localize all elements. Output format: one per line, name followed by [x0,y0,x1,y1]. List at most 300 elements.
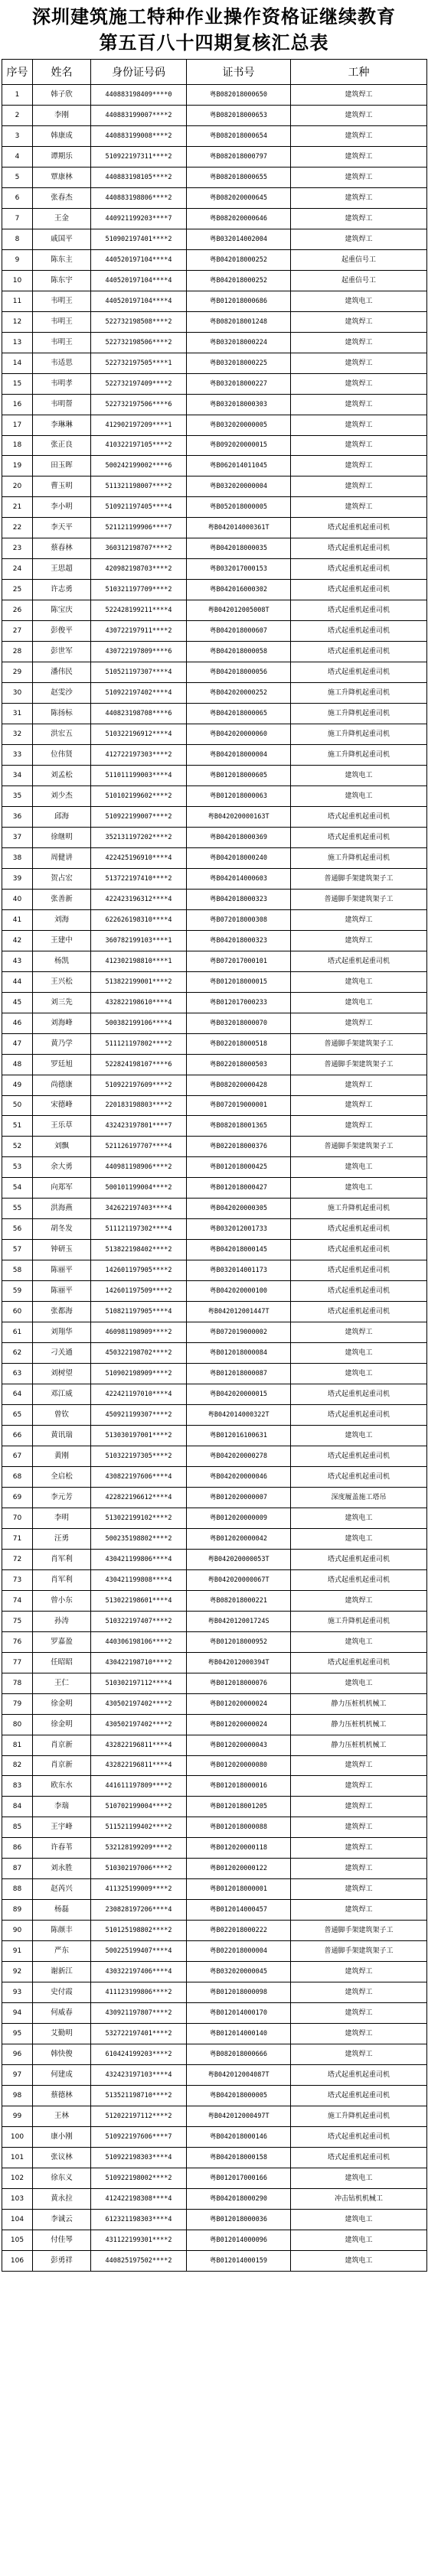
table-row [2,2230,427,2250]
cell-name: 何建成 [33,2065,91,2086]
cell-id-number: 412422198308****4 [91,2188,187,2209]
cell-seq: 72 [2,1549,33,1569]
cell-certificate-number: 粤B012020000118 [187,1838,291,1859]
cell-seq: 17 [2,415,33,435]
cell-certificate-number: 粤B012018000015 [187,971,291,992]
cell-id-number: 360782199103****1 [91,930,187,951]
cell-job-type: 塔式起重机起重司机 [291,600,427,621]
cell-seq: 5 [2,167,33,187]
cell-id-number: 431122199301****2 [91,2230,187,2250]
cell-job-type: 塔式起重机起重司机 [291,662,427,683]
cell-job-type: 建筑电工 [291,1364,427,1384]
cell-job-type: 建筑焊工 [291,1817,427,1838]
cell-id-number: 450322198702****2 [91,1343,187,1364]
cell-name: 王乐草 [33,1116,91,1137]
cell-seq: 63 [2,1364,33,1384]
cell-job-type: 建筑焊工 [291,1859,427,1879]
cell-job-type: 建筑焊工 [291,311,427,332]
cell-name: 徐东义 [33,2168,91,2188]
cell-seq: 15 [2,373,33,394]
cell-seq: 64 [2,1384,33,1405]
cell-name: 陈颜丰 [33,1921,91,1941]
cell-name: 钟研玉 [33,1240,91,1260]
cell-job-type: 建筑焊工 [291,1879,427,1900]
cell-name: 王思超 [33,559,91,580]
table-row [2,2106,427,2126]
cell-id-number: 422421197010****4 [91,1384,187,1405]
cell-name: 许志勇 [33,580,91,600]
cell-job-type: 建筑电工 [291,1426,427,1446]
table-row [2,394,427,415]
header-seq: 序号 [2,60,33,85]
cell-id-number: 460981198909****2 [91,1322,187,1343]
cell-name: 王兴松 [33,971,91,992]
table-row [2,2209,427,2230]
cell-id-number: 510521197307****4 [91,662,187,683]
cell-name: 刘少杰 [33,785,91,806]
cell-seq: 11 [2,291,33,311]
cell-seq: 49 [2,1075,33,1095]
cell-seq: 51 [2,1116,33,1137]
table-row [2,785,427,806]
cell-name: 何威春 [33,2003,91,2024]
cell-seq: 10 [2,270,33,291]
cell-job-type: 建筑焊工 [291,435,427,456]
cell-seq: 33 [2,745,33,766]
cell-certificate-number: 粤B032020000045 [187,1962,291,1982]
cell-id-number: 513822199001****2 [91,971,187,992]
cell-job-type: 建筑焊工 [291,1755,427,1776]
cell-certificate-number: 粤B012018000076 [187,1673,291,1693]
cell-id-number: 432822196811****4 [91,1755,187,1776]
cell-certificate-number: 粤B022018000376 [187,1137,291,1157]
cell-job-type: 建筑电工 [291,1508,427,1528]
cell-certificate-number: 粤B042018000056 [187,662,291,683]
cell-id-number: 342622197403****4 [91,1199,187,1219]
cell-seq: 46 [2,1013,33,1033]
cell-job-type: 建筑焊工 [291,415,427,435]
table-row [2,85,427,106]
cell-certificate-number: 粤B032020000004 [187,476,291,497]
cell-job-type: 塔式起重机起重司机 [291,559,427,580]
cell-name: 王建中 [33,930,91,951]
cell-name: 张善新 [33,889,91,909]
cell-id-number: 522732197505****1 [91,353,187,373]
cell-certificate-number: 粤B032018000070 [187,1013,291,1033]
cell-seq: 99 [2,2106,33,2126]
table-row [2,1921,427,1941]
cell-job-type: 塔式起重机起重司机 [291,1569,427,1590]
cell-seq: 65 [2,1405,33,1426]
cell-certificate-number: 粤B032020000005 [187,415,291,435]
cell-certificate-number: 粤B042012001724S [187,1611,291,1631]
cell-job-type: 静力压桩机机械工 [291,1714,427,1735]
cell-name: 严东 [33,1941,91,1962]
cell-name: 韦明王 [33,332,91,353]
cell-certificate-number: 粤B032018000303 [187,394,291,415]
cell-id-number: 420982198703****2 [91,559,187,580]
cell-job-type: 冲击钻机机械工 [291,2188,427,2209]
table-row [2,1054,427,1075]
cell-seq: 55 [2,1199,33,1219]
cell-certificate-number: 粤B052018000005 [187,497,291,518]
cell-seq: 101 [2,2147,33,2168]
cell-seq: 61 [2,1322,33,1343]
cell-job-type: 建筑焊工 [291,930,427,951]
cell-certificate-number: 粤B082020000428 [187,1075,291,1095]
cell-seq: 31 [2,704,33,724]
table-row [2,868,427,889]
cell-id-number: 610424199203****2 [91,2044,187,2065]
cell-job-type: 建筑电工 [291,1178,427,1199]
table-row [2,889,427,909]
cell-certificate-number: 粤B012017000233 [187,992,291,1013]
cell-seq: 4 [2,146,33,167]
cell-job-type: 塔式起重机起重司机 [291,1405,427,1426]
table-row [2,1281,427,1302]
table-row [2,909,427,930]
cell-name: 陈丽平 [33,1260,91,1281]
cell-job-type: 建筑电工 [291,2209,427,2230]
cell-seq: 32 [2,724,33,745]
cell-id-number: 522732197506****6 [91,394,187,415]
cell-name: 李天平 [33,518,91,538]
cell-certificate-number: 粤B082020000646 [187,208,291,229]
cell-seq: 85 [2,1817,33,1838]
cell-name: 韩康成 [33,125,91,146]
cell-name: 杨凯 [33,951,91,971]
cell-seq: 106 [2,2250,33,2271]
cell-id-number: 622626198310****4 [91,909,187,930]
cell-seq: 62 [2,1343,33,1364]
table-row [2,538,427,559]
header-id-number: 身份证号码 [91,60,187,85]
cell-id-number: 441611197809****2 [91,1776,187,1797]
cell-job-type: 塔式起重机起重司机 [291,1302,427,1322]
table-row [2,1426,427,1446]
cell-job-type: 建筑焊工 [291,353,427,373]
cell-seq: 68 [2,1466,33,1487]
cell-certificate-number: 粤B012018000084 [187,1343,291,1364]
cell-certificate-number: 粤B012018000952 [187,1631,291,1652]
cell-name: 徐金明 [33,1714,91,1735]
table-row [2,621,427,642]
cell-seq: 80 [2,1714,33,1735]
cell-name: 韩子欣 [33,85,91,106]
cell-id-number: 510702199004****2 [91,1797,187,1817]
cell-seq: 41 [2,909,33,930]
cell-id-number: 513822198402****2 [91,1240,187,1260]
table-row [2,1797,427,1817]
table-row [2,311,427,332]
cell-name: 黄讯瑞 [33,1426,91,1446]
cell-certificate-number: 粤B042018000158 [187,2147,291,2168]
cell-job-type: 建筑焊工 [291,394,427,415]
cell-certificate-number: 粤B012018000016 [187,1776,291,1797]
cell-id-number: 510922197311****2 [91,146,187,167]
cell-seq: 67 [2,1446,33,1466]
table-row [2,2003,427,2024]
cell-id-number: 440883198409****0 [91,85,187,106]
cell-id-number: 522824198107****6 [91,1054,187,1075]
cell-id-number: 513030197001****2 [91,1426,187,1446]
cell-job-type: 普通脚手架建筑架子工 [291,868,427,889]
cell-seq: 34 [2,766,33,786]
cell-job-type: 建筑焊工 [291,1776,427,1797]
cell-job-type: 塔式起重机起重司机 [291,1240,427,1260]
cell-job-type: 施工升降机起重司机 [291,704,427,724]
table-row [2,1384,427,1405]
cell-seq: 105 [2,2230,33,2250]
cell-job-type: 塔式起重机起重司机 [291,2086,427,2106]
cell-job-type: 静力压桩机机械工 [291,1735,427,1755]
table-row [2,806,427,827]
cell-certificate-number: 粤B032017000153 [187,559,291,580]
cell-certificate-number: 粤B012014000140 [187,2024,291,2044]
cell-seq: 37 [2,827,33,847]
cell-seq: 22 [2,518,33,538]
cell-name: 王林 [33,2106,91,2126]
table-row [2,518,427,538]
cell-certificate-number: 粤B012016100631 [187,1426,291,1446]
cell-job-type: 塔式起重机起重司机 [291,1384,427,1405]
cell-certificate-number: 粤B042020000060 [187,724,291,745]
cell-certificate-number: 粤B012018000063 [187,785,291,806]
cell-job-type: 普通脚手架建筑架子工 [291,1054,427,1075]
cell-id-number: 510921197405****4 [91,497,187,518]
cell-certificate-number: 粤B042020000046 [187,1466,291,1487]
cell-job-type: 塔式起重机起重司机 [291,538,427,559]
cell-job-type: 建筑电工 [291,785,427,806]
cell-certificate-number: 粤B042018000607 [187,621,291,642]
cell-seq: 90 [2,1921,33,1941]
cell-certificate-number: 粤B042018000005 [187,2086,291,2106]
title-line-2: 第五百八十四期复核汇总表 [99,31,329,54]
cell-name: 覃康林 [33,167,91,187]
cell-job-type: 建筑电工 [291,2250,427,2271]
cell-id-number: 440883198806****2 [91,187,187,208]
table-row [2,642,427,662]
cell-id-number: 430422198710****2 [91,1652,187,1673]
cell-seq: 42 [2,930,33,951]
cell-id-number: 511521199402****2 [91,1817,187,1838]
table-row [2,2065,427,2086]
cell-id-number: 432822198610****4 [91,992,187,1013]
cell-id-number: 521121199906****7 [91,518,187,538]
cell-name: 康小刚 [33,2126,91,2147]
cell-id-number: 422822196612****4 [91,1487,187,1508]
table-row [2,951,427,971]
cell-name: 潘伟民 [33,662,91,683]
cell-job-type: 起重信号工 [291,249,427,270]
cell-certificate-number: 粤B042018000369 [187,827,291,847]
cell-id-number: 510922198002****2 [91,2168,187,2188]
table-row [2,704,427,724]
cell-certificate-number: 粤B072018000308 [187,909,291,930]
cell-job-type: 建筑电工 [291,992,427,1013]
cell-certificate-number: 粤B042020000163T [187,806,291,827]
cell-seq: 13 [2,332,33,353]
cell-job-type: 塔式起重机起重司机 [291,518,427,538]
cell-seq: 71 [2,1528,33,1549]
cell-job-type: 建筑电工 [291,2168,427,2188]
cell-name: 向郑军 [33,1178,91,1199]
cell-certificate-number: 粤B072017000101 [187,951,291,971]
cell-job-type: 建筑焊工 [291,187,427,208]
cell-seq: 96 [2,2044,33,2065]
cell-name: 任昭昭 [33,1652,91,1673]
cell-certificate-number: 粤B012017000166 [187,2168,291,2188]
cell-name: 韦明孝 [33,373,91,394]
table-row [2,1714,427,1735]
table-row [2,971,427,992]
cell-certificate-number: 粤B012020000007 [187,1487,291,1508]
cell-id-number: 430502197402****2 [91,1714,187,1735]
cell-job-type: 普通脚手架建筑架子工 [291,1137,427,1157]
cell-id-number: 532722197401****2 [91,2024,187,2044]
cell-seq: 92 [2,1962,33,1982]
cell-seq: 43 [2,951,33,971]
cell-name: 付佳琴 [33,2230,91,2250]
cell-name: 赵芮兴 [33,1879,91,1900]
cell-id-number: 510321197709****2 [91,580,187,600]
cell-id-number: 412722197303****2 [91,745,187,766]
cell-job-type: 塔式起重机起重司机 [291,642,427,662]
cell-id-number: 521126197707****4 [91,1137,187,1157]
cell-job-type: 建筑焊工 [291,167,427,187]
cell-id-number: 450921199307****2 [91,1405,187,1426]
cell-certificate-number: 粤B082018000797 [187,146,291,167]
cell-id-number: 411123199806****2 [91,1982,187,2003]
cell-seq: 44 [2,971,33,992]
cell-job-type: 建筑焊工 [291,497,427,518]
cell-certificate-number: 粤B032014002004 [187,229,291,249]
cell-id-number: 230828197206****4 [91,1900,187,1921]
table-row [2,1859,427,1879]
cell-name: 谭期乐 [33,146,91,167]
cell-id-number: 522732198508****2 [91,311,187,332]
table-row [2,2086,427,2106]
cell-name: 艾勤明 [33,2024,91,2044]
cell-certificate-number: 粤B062014011045 [187,456,291,476]
cell-certificate-number: 粤B042018000252 [187,270,291,291]
cell-name: 戚国平 [33,229,91,249]
cell-seq: 36 [2,806,33,827]
cell-seq: 56 [2,1219,33,1240]
cell-seq: 91 [2,1941,33,1962]
table-row [2,1137,427,1157]
table-row [2,1178,427,1199]
cell-name: 胡冬发 [33,1219,91,1240]
header-name: 姓名 [33,60,91,85]
cell-seq: 79 [2,1693,33,1714]
cell-name: 位伟贤 [33,745,91,766]
cell-id-number: 430921197807****2 [91,2003,187,2024]
cell-id-number: 511011199003****4 [91,766,187,786]
cell-name: 李刚 [33,106,91,126]
cell-seq: 84 [2,1797,33,1817]
cell-certificate-number: 粤B012014000096 [187,2230,291,2250]
cell-id-number: 522732198506****2 [91,332,187,353]
table-row [2,1549,427,1569]
cell-id-number: 513022198601****4 [91,1590,187,1611]
table-row [2,1611,427,1631]
cell-name: 张议林 [33,2147,91,2168]
cell-certificate-number: 粤B042020000305 [187,1199,291,1219]
cell-job-type: 建筑焊工 [291,1797,427,1817]
cell-job-type: 施工升降机起重司机 [291,724,427,745]
table-row [2,2147,427,2168]
cell-job-type: 塔式起重机起重司机 [291,2147,427,2168]
cell-certificate-number: 粤B042018000240 [187,847,291,868]
cell-certificate-number: 粤B042018000004 [187,745,291,766]
cell-seq: 87 [2,1859,33,1879]
cell-seq: 83 [2,1776,33,1797]
cell-job-type: 深度履盖施工塔吊 [291,1487,427,1508]
cell-job-type: 塔式起重机起重司机 [291,827,427,847]
cell-job-type: 建筑焊工 [291,909,427,930]
table-row [2,106,427,126]
cell-certificate-number: 粤B012018000605 [187,766,291,786]
cell-name: 曹玉明 [33,476,91,497]
table-row [2,1013,427,1033]
cell-certificate-number: 粤B022018000004 [187,1941,291,1962]
table-row [2,1302,427,1322]
cell-id-number: 440883198105****2 [91,167,187,187]
cell-id-number: 510102199602****2 [91,785,187,806]
table-row [2,249,427,270]
table-row [2,1487,427,1508]
cell-certificate-number: 粤B042018000252 [187,249,291,270]
cell-seq: 103 [2,2188,33,2209]
cell-seq: 25 [2,580,33,600]
table-row [2,662,427,683]
cell-name: 汪勇 [33,1528,91,1549]
cell-id-number: 430722197911****2 [91,621,187,642]
cell-certificate-number: 粤B092020000015 [187,435,291,456]
cell-job-type: 施工升降机起重司机 [291,745,427,766]
cell-id-number: 220183198803****2 [91,1095,187,1116]
cell-name: 陈东主 [33,249,91,270]
cell-job-type: 建筑焊工 [291,2003,427,2024]
cell-certificate-number: 粤B032018000227 [187,373,291,394]
cell-certificate-number: 粤B082018000666 [187,2044,291,2065]
cell-job-type: 建筑焊工 [291,332,427,353]
table-row [2,1631,427,1652]
cell-seq: 70 [2,1508,33,1528]
table-row [2,992,427,1013]
cell-seq: 38 [2,847,33,868]
cell-seq: 23 [2,538,33,559]
cell-certificate-number: 粤B012020000024 [187,1693,291,1714]
cell-id-number: 440520197104****4 [91,291,187,311]
cell-job-type: 起重信号工 [291,270,427,291]
header-certificate-number: 证书号 [187,60,291,85]
cell-job-type: 施工升降机起重司机 [291,2106,427,2126]
cell-seq: 93 [2,1982,33,2003]
cell-job-type: 建筑焊工 [291,1900,427,1921]
cell-certificate-number: 粤B042018000146 [187,2126,291,2147]
cell-job-type: 建筑焊工 [291,146,427,167]
cell-name: 宋德峰 [33,1095,91,1116]
cell-job-type: 普通脚手架建筑架子工 [291,1921,427,1941]
cell-job-type: 建筑焊工 [291,85,427,106]
table-row [2,476,427,497]
cell-id-number: 513521198710****2 [91,2086,187,2106]
cell-name: 张正良 [33,435,91,456]
cell-name: 李诚云 [33,2209,91,2230]
cell-id-number: 430722197809****6 [91,642,187,662]
